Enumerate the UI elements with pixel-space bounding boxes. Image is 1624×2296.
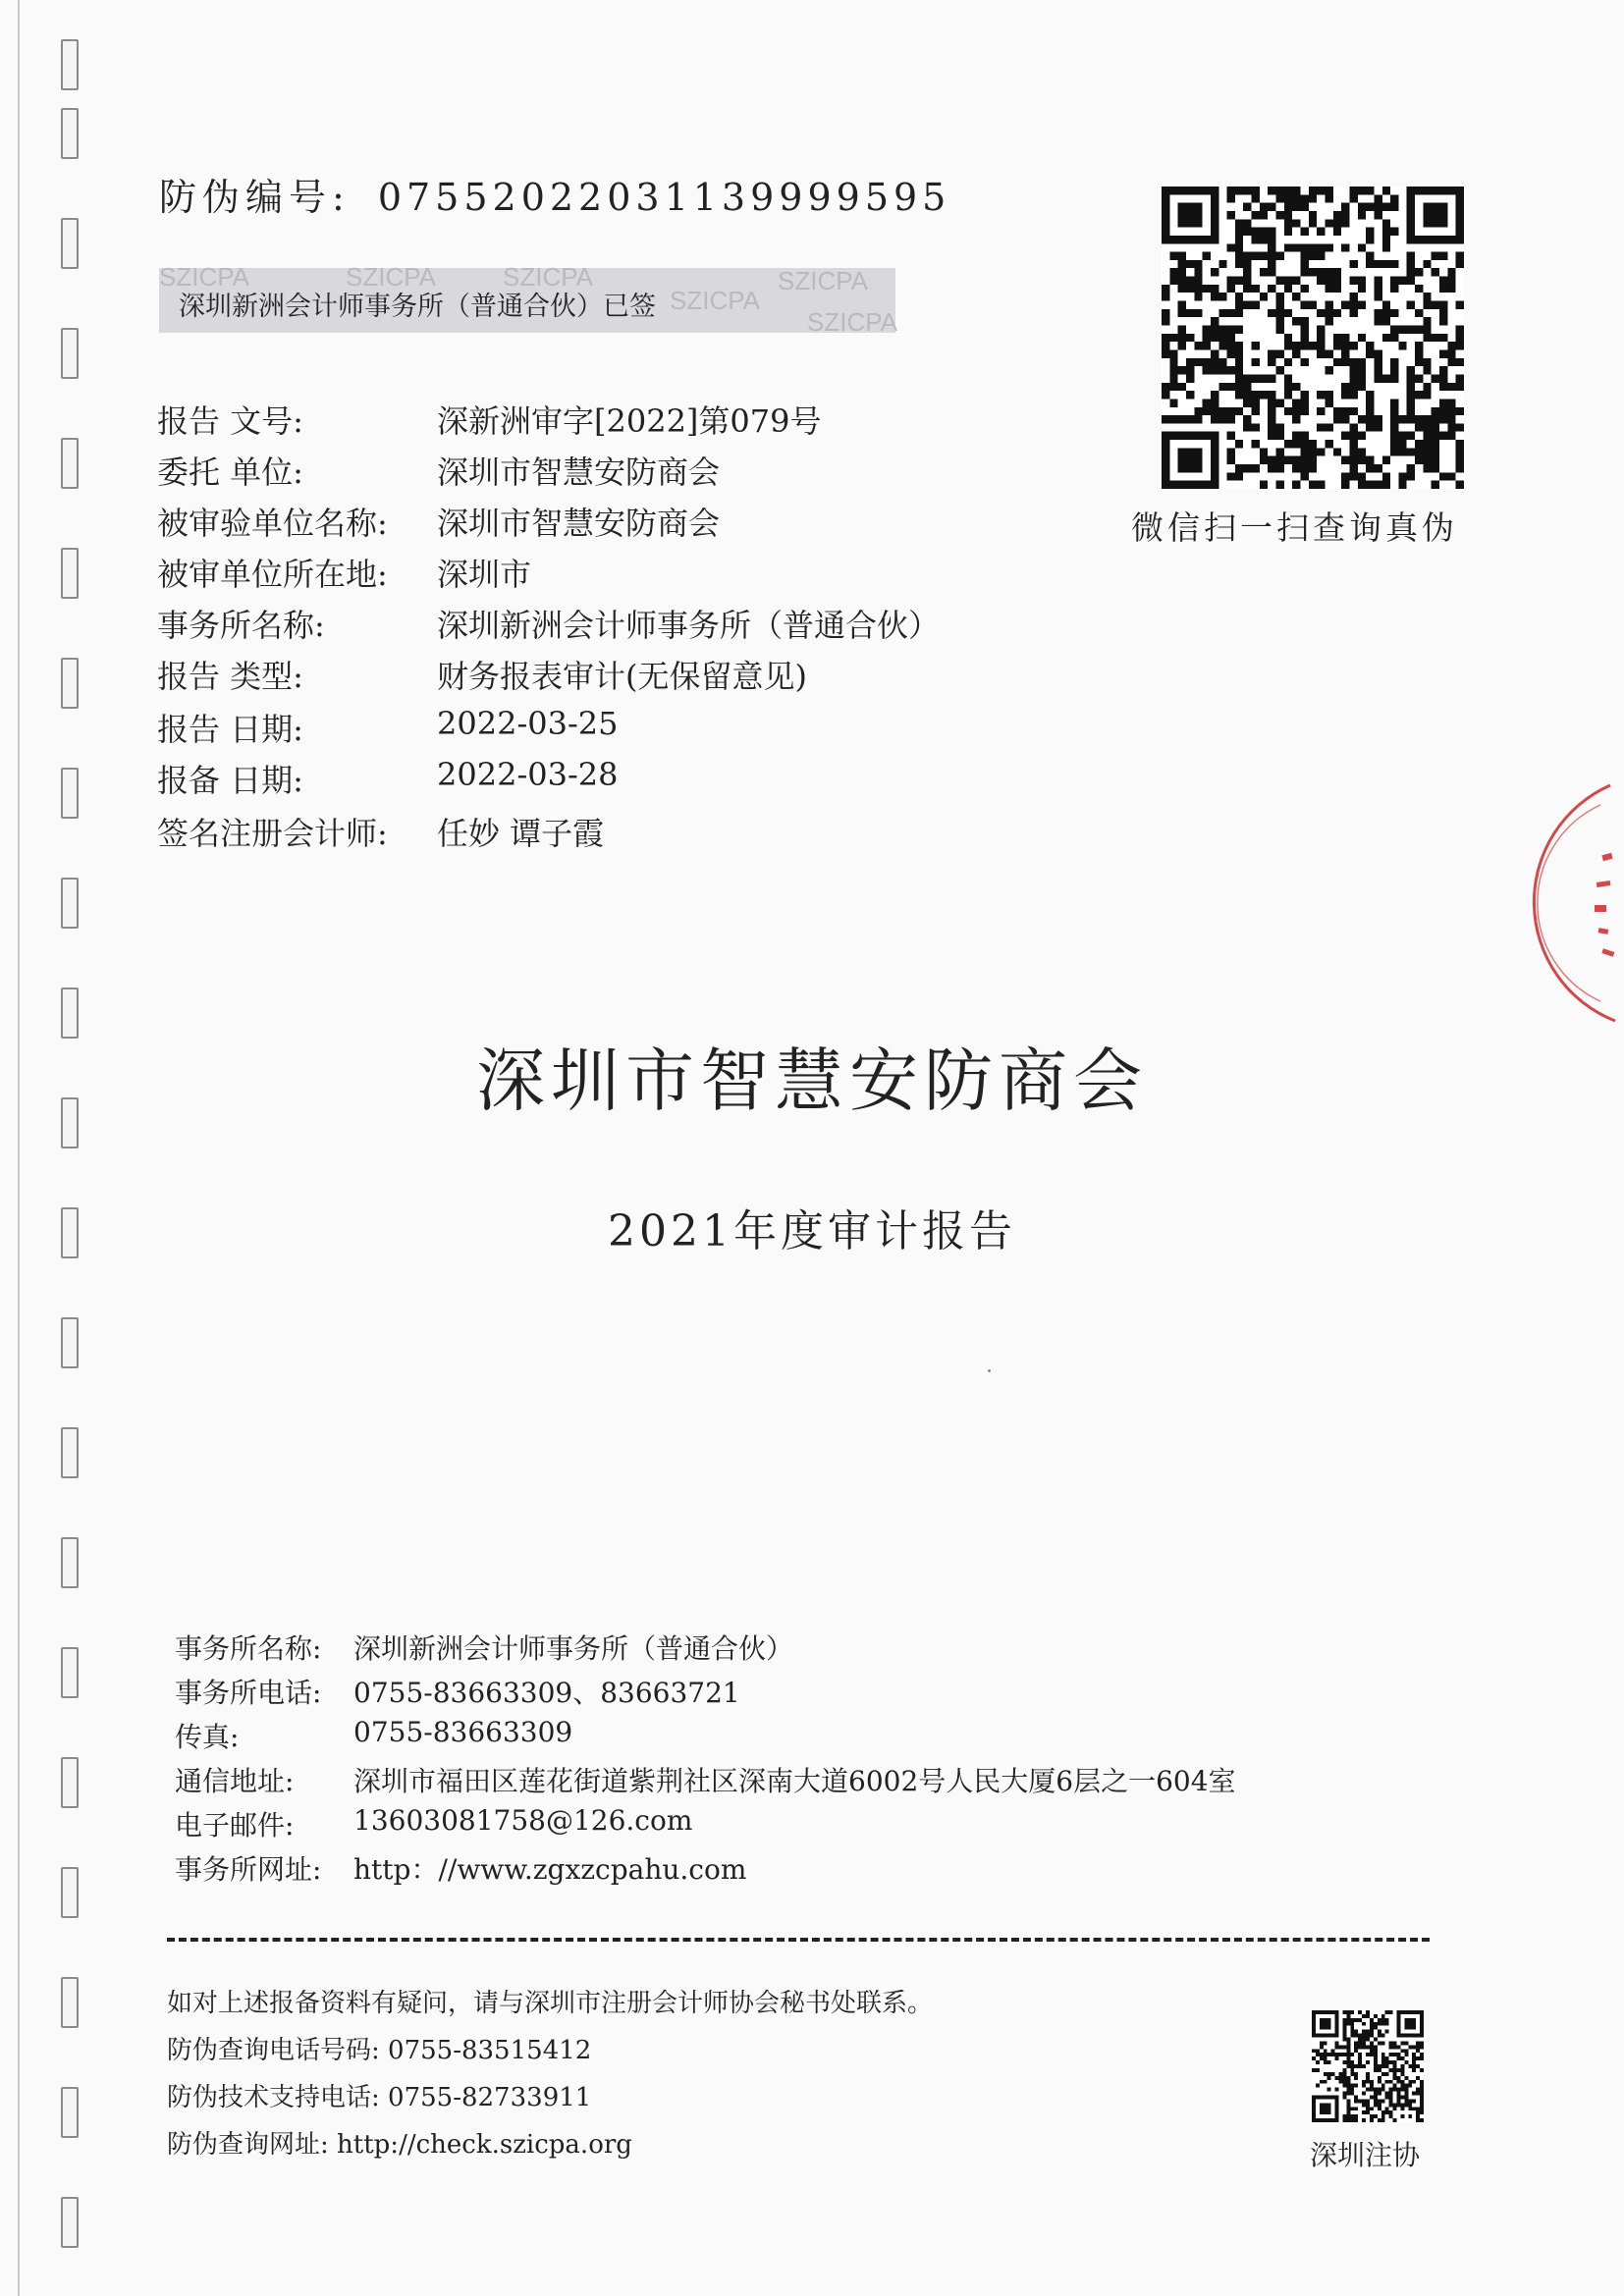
binding-hole <box>61 1317 79 1368</box>
dashed-divider <box>167 1938 1430 1942</box>
qr-small-caption: 深圳注协 <box>1310 2139 1421 2171</box>
binding-hole <box>61 1867 79 1918</box>
binding-hole <box>61 1427 79 1478</box>
info-label: 报告 类型: <box>157 658 303 695</box>
notice-line: 防伪技术支持电话: 0755-82733911 <box>167 2083 592 2112</box>
notice-line: 防伪查询电话号码: 0755-83515412 <box>167 2036 592 2065</box>
contact-label: 通信地址: <box>175 1765 295 1797</box>
binding-hole <box>61 1757 79 1808</box>
serial-label: 防伪编号: <box>159 176 351 219</box>
info-value: 2022-03-25 <box>437 705 619 742</box>
binding-hole <box>61 438 79 489</box>
binding-hole <box>61 1647 79 1698</box>
binding-hole <box>61 218 79 269</box>
watermark-text: SZICPA <box>778 266 868 295</box>
scan-edge <box>18 0 20 2296</box>
info-value: 深圳市 <box>437 556 532 593</box>
info-value: 深圳市智慧安防商会 <box>437 454 721 491</box>
info-label: 被审验单位名称: <box>157 505 388 542</box>
report-title: 2021年度审计报告 <box>608 1206 1016 1256</box>
anti-fake-serial <box>159 167 950 221</box>
contact-value: 0755-83663309、83663721 <box>353 1677 740 1709</box>
info-label: 委托 单位: <box>157 454 303 491</box>
contact-value: 深圳市福田区莲花街道紫荆社区深南大道6002号人民大厦6层之一604室 <box>353 1765 1236 1797</box>
binding-hole <box>61 108 79 159</box>
contact-value: 0755-83663309 <box>353 1716 573 1748</box>
red-seal-stamp <box>1532 756 1624 1050</box>
watermark-text: SZICPA <box>159 262 249 292</box>
contact-label: 电子邮件: <box>175 1809 295 1842</box>
contact-value: 深圳新洲会计师事务所（普通合伙） <box>353 1632 794 1665</box>
info-value: 任妙 谭子霞 <box>437 815 605 852</box>
notice-line[interactable]: 防伪查询网址: http://check.szicpa.org <box>167 2130 632 2160</box>
entity-title: 深圳市智慧安防商会 <box>476 1041 1148 1121</box>
watermark-text: SZICPA <box>503 262 593 292</box>
info-value: 2022-03-28 <box>437 756 619 793</box>
notice-line: 如对上述报备资料有疑问，请与深圳市注册会计师协会秘书处联系。 <box>167 1989 934 2018</box>
info-value: 深圳新洲会计师事务所（普通合伙） <box>437 607 941 644</box>
watermark-text: SZICPA <box>807 307 897 337</box>
binding-hole <box>61 39 79 90</box>
binding-hole <box>61 328 79 379</box>
info-label: 报告 日期: <box>157 711 303 748</box>
binding-hole <box>61 2197 79 2248</box>
contact-label: 事务所网址: <box>175 1853 322 1886</box>
binding-hole <box>61 768 79 819</box>
info-label: 事务所名称: <box>157 607 325 644</box>
binding-hole <box>61 878 79 929</box>
binding-hole <box>61 548 79 599</box>
watermark-text: SZICPA <box>670 286 760 315</box>
contact-label: 事务所名称: <box>175 1632 322 1665</box>
binding-holes <box>0 0 98 2296</box>
binding-hole <box>61 658 79 709</box>
binding-hole <box>61 1977 79 2028</box>
contact-label: 传真: <box>175 1721 240 1753</box>
info-value: 深圳市智慧安防商会 <box>437 505 721 542</box>
signed-notice-box <box>159 262 897 337</box>
binding-hole <box>61 2087 79 2138</box>
qr-code-szicpa[interactable] <box>1312 2010 1424 2122</box>
qr-caption: 微信扫一扫查询真伪 <box>1131 508 1458 547</box>
info-label: 报备 日期: <box>157 762 303 799</box>
info-label: 报告 文号: <box>157 402 303 440</box>
contact-value[interactable]: http：//www.zgxzcpahu.com <box>353 1853 747 1886</box>
serial-value: 07552022031139999595 <box>377 176 951 219</box>
scan-speck <box>988 1369 991 1372</box>
contact-value[interactable]: 13603081758@126.com <box>353 1804 693 1837</box>
signed-notice-text: 深圳新洲会计师事务所（普通合伙）已签 <box>179 292 656 322</box>
qr-code-verify[interactable] <box>1162 187 1464 489</box>
binding-hole <box>61 1537 79 1588</box>
info-label: 签名注册会计师: <box>157 815 388 852</box>
contact-label: 事务所电话: <box>175 1677 322 1709</box>
info-label: 被审单位所在地: <box>157 556 388 593</box>
info-value: 深新洲审字[2022]第079号 <box>437 402 822 440</box>
info-value: 财务报表审计(无保留意见) <box>437 658 807 695</box>
watermark-text: SZICPA <box>346 262 436 292</box>
